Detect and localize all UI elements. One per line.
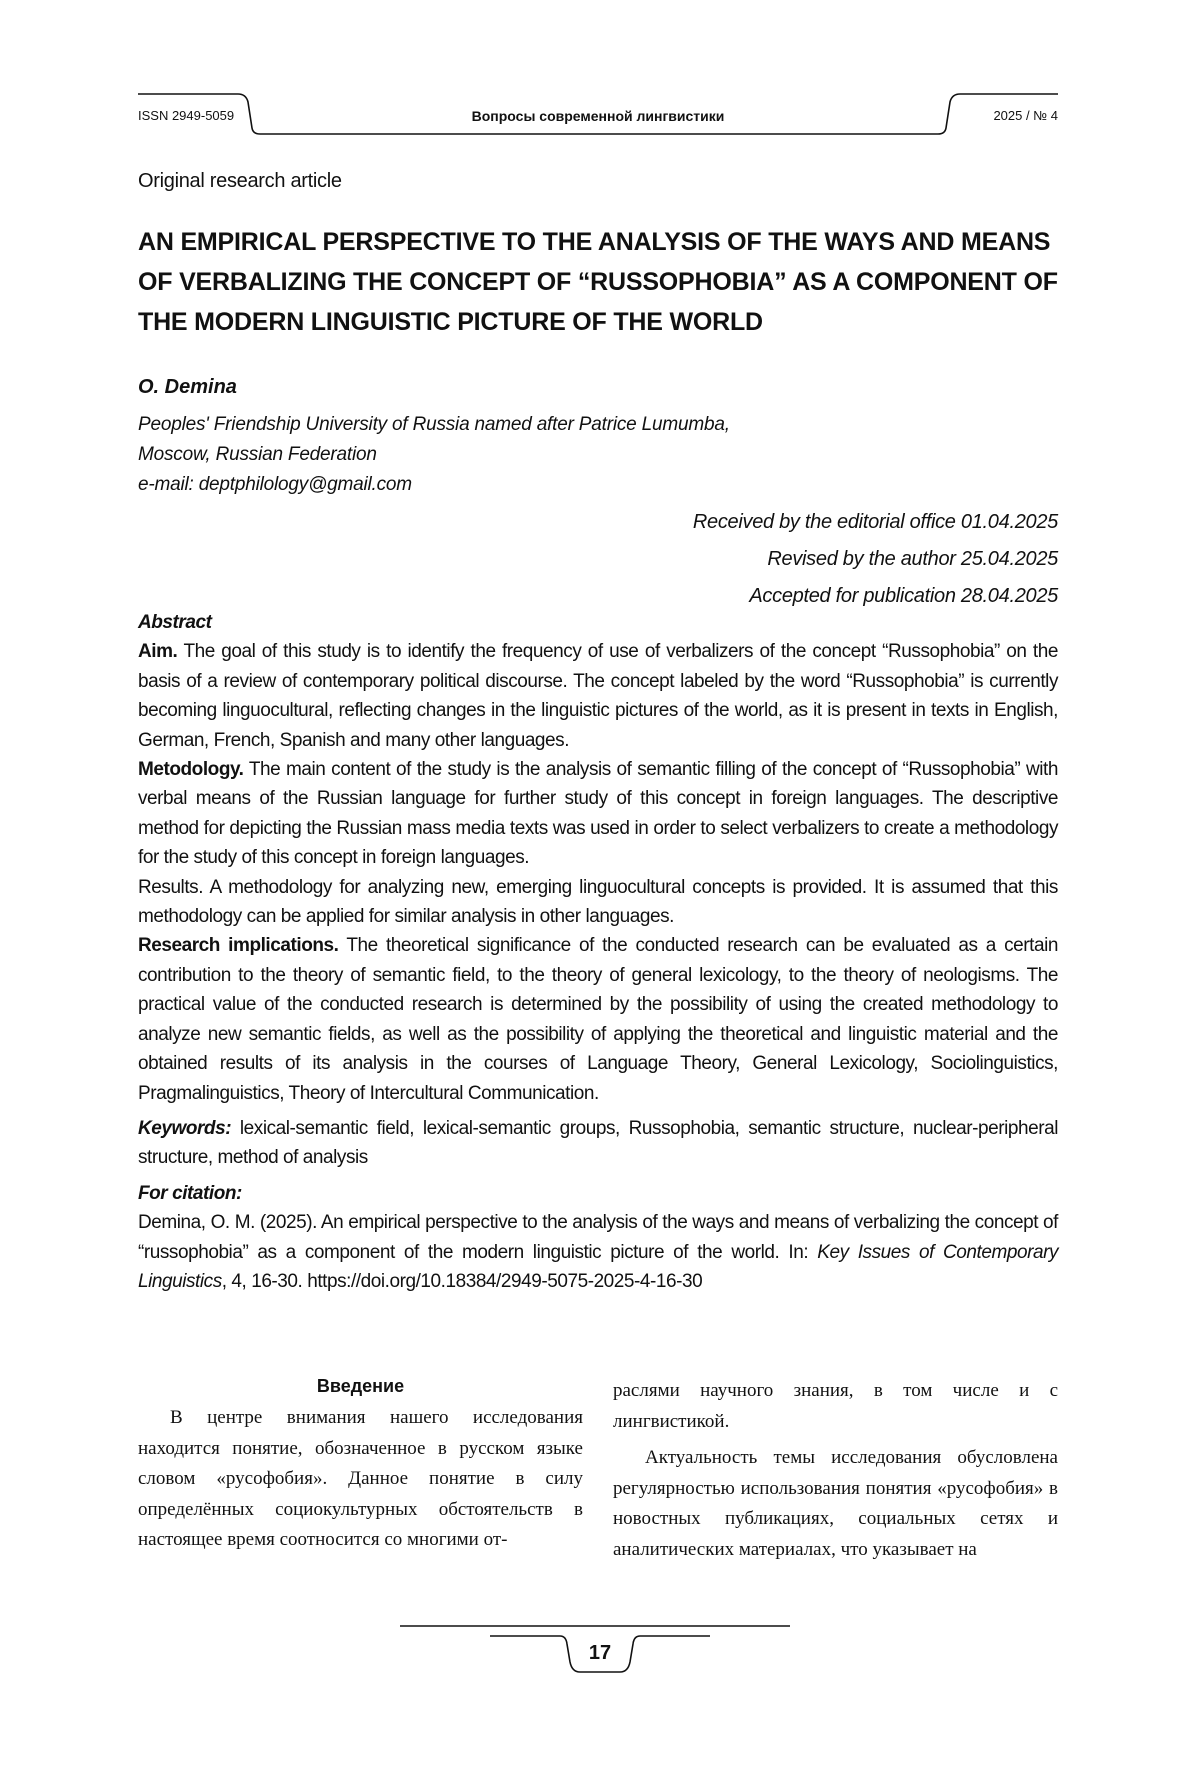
- abstract-results: Results. A methodology for analyzing new, emerging linguocultural concepts is provided. It is assumed that this methodology can be applied for similar analysis in other languages.: [138, 876, 1058, 928]
- introduction-section: [138, 1376, 1058, 1586]
- article-type: Original research article: [138, 170, 342, 192]
- journal-title: Вопросы современной лингвистики: [471, 108, 725, 124]
- affiliation-line: Moscow, Russian Federation: [138, 444, 377, 465]
- citation-label: For citation:: [138, 1182, 242, 1204]
- citation-text-b: , 4, 16-30. https://doi.org/10.18384/2949-5075-2025-4-16-30: [221, 1270, 703, 1292]
- section-heading: Введение: [316, 1376, 405, 1396]
- body-paragraph: В центре внимания нашего исследования находится понятие, обозначенное в русском языке словом «русофобия». Данное понятие в силу определённых социокультурных обстоятельств в настоящее время соотносится со многими от-: [138, 1407, 583, 1551]
- implications-label: Research implications.: [138, 935, 339, 957]
- citation-journal: Key Issues of Contemporary Linguistics: [138, 1241, 1058, 1292]
- aim-text: The goal of this study is to identify the frequency of use of verbalizers of the concept “Russophobia” on the basis of a review of contemporary political discourse. The concept labeled by the word “Russophobia” is currently becoming linguocultural, reflecting changes in the linguistic pictures of the world, as it is present in texts in English, German, French, Spanish and many other languages.: [138, 641, 1058, 751]
- abstract-block: [138, 608, 1058, 1296]
- issn: ISSN 2949-5059: [138, 108, 235, 123]
- citation-text: [138, 1208, 1058, 1296]
- affiliation-line: Peoples' Friendship University of Russia named after Patrice Lumumba,: [138, 414, 730, 435]
- keywords: [138, 1114, 1058, 1173]
- accepted-date: Accepted for publication 28.04.2025: [749, 585, 1058, 607]
- body-paragraph: раслями научного знания, в том числе и с лингвистикой.: [613, 1380, 1058, 1432]
- keywords-label: Keywords:: [138, 1117, 232, 1139]
- methodology-text: The main content of the study is the analysis of semantic filling of the concept of “Russophobia” with verbal means of the Russian language for further study of this concept in foreign languages. The descriptive method for depicting the Russian mass media texts was used in order to select verbalizers to create a methodology for the study of this concept in foreign languages.: [138, 759, 1058, 869]
- received-date: Received by the editorial office 01.04.2025: [692, 511, 1058, 533]
- author-name: O. Demina: [138, 376, 237, 398]
- author-affiliation: [138, 410, 730, 500]
- abstract-aim: [138, 637, 1058, 755]
- abstract-heading: Abstract: [138, 612, 212, 633]
- citation-text-a: Demina, O. M. (2025). An empirical perspective to the analysis of the ways and means of verbalizing the concept of “russophobia” as a component of the modern linguistic picture of the world. In:: [138, 1212, 1058, 1263]
- title-line: AN EMPIRICAL PERSPECTIVE TO THE ANALYSIS OF THE WAYS AND MEANS: [138, 228, 1051, 256]
- page-number: 17: [588, 1642, 612, 1664]
- issue-number: 2025 / № 4: [993, 108, 1058, 123]
- article-title: [138, 222, 1058, 342]
- revised-date: Revised by the author 25.04.2025: [767, 548, 1058, 570]
- right-column: [613, 1376, 1058, 1566]
- implications-text: The theoretical significance of the conducted research can be evaluated as a certain contribution to the theory of semantic field, to the theory of general lexicology, to the theory of neologisms. The practical value of the conducted research is determined by the possibility of using the created methodology to analyze new semantic fields, as well as the possibility of applying the theoretical and linguistic material and the obtained results of its analysis in the courses of Language Theory, General Lexicology, Sociolinguistics, Pragmalinguistics, Theory of Intercultural Communication.: [138, 935, 1058, 1104]
- aim-label: Aim.: [138, 641, 178, 663]
- title-line: OF VERBALIZING THE CONCEPT OF “RUSSOPHOBIA” AS A COMPONENT OF: [138, 268, 1058, 296]
- methodology-label: Metodology.: [138, 759, 244, 781]
- keywords-text: lexical-semantic field, lexical-semantic groups, Russophobia, semantic structure, nuclear-peripheral structure, method of analysis: [138, 1117, 1058, 1169]
- left-column: [138, 1376, 583, 1556]
- title-line: THE MODERN LINGUISTIC PICTURE OF THE WORLD: [138, 308, 763, 336]
- page-footer: [0, 1620, 1200, 1700]
- publication-dates: [693, 504, 1058, 615]
- running-header: [138, 88, 1058, 140]
- abstract-implications: [138, 931, 1058, 1107]
- body-paragraph: Актуальность темы исследования обусловлена регулярностью использования понятия «русофобия» в новостных публикациях, социальных сетях и аналитических материалах, что указывает на: [613, 1447, 1058, 1560]
- author-email: e-mail: deptphilology@gmail.com: [138, 474, 412, 495]
- abstract-methodology: [138, 755, 1058, 873]
